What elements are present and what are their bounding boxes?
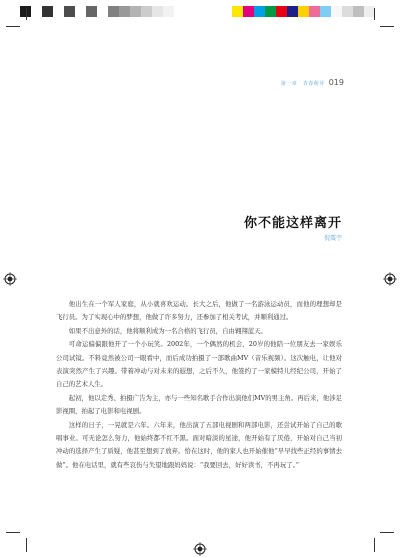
color-swatch <box>331 6 342 17</box>
color-swatch <box>152 6 163 17</box>
color-swatch <box>119 6 130 17</box>
color-swatch <box>64 6 75 17</box>
color-swatch <box>31 6 42 17</box>
crop-mark-top-left-v <box>26 8 27 20</box>
color-swatch <box>298 6 309 17</box>
color-swatch <box>276 6 287 17</box>
color-swatch <box>86 6 97 17</box>
paragraph: 这样的日子，一晃就是六年。六年来，他出演了五部电视剧和两部电影，还尝试开始了自己的歌唱事业。可无论怎么努力，他始终都不红不黑。面对暗淡的星途，他开始有了厌倦，开始对自己当初冲动的选择产生了质疑，他甚至想到了放弃。恰在这时，他的家人也开始催他“早早找些正经的事情去做”。他在电话里，就有些哀伤与失望地跟妈妈说：“我要回去，好好读书，不再玩了。” <box>56 420 342 469</box>
paragraph: 如果不出意外的话，他将顺利成为一名合格的飞行员，自由翱翔蓝天。 <box>68 326 267 335</box>
article-author: 倪震宇 <box>323 235 342 242</box>
page-number: 019 <box>328 78 344 87</box>
color-swatch <box>130 6 141 17</box>
crop-mark-bottom-right-h <box>380 532 394 533</box>
crop-mark-bottom-left-h <box>6 532 20 533</box>
running-head <box>281 78 344 87</box>
crop-mark-bottom-left-v <box>26 538 27 552</box>
color-swatch <box>353 6 364 17</box>
crop-mark-top-right-h <box>380 26 394 27</box>
color-swatch <box>320 6 331 17</box>
crop-mark-top-right-v <box>374 8 375 20</box>
registration-mark-bottom-icon <box>193 542 207 556</box>
color-swatch <box>287 6 298 17</box>
color-swatch <box>243 6 254 17</box>
crop-mark-top-left-h <box>6 26 20 27</box>
color-swatch <box>108 6 119 17</box>
color-swatch <box>254 6 265 17</box>
color-swatch <box>309 6 320 17</box>
chapter-title: 第一章 青春萌芽 <box>280 81 325 87</box>
paragraph: 他出生在一个军人家庭，从小就喜欢运动。长大之后，他做了一名游泳运动员，而他的理想却是飞行员。为了实现心中的梦想，他做了许多努力，还参加了相关考试，并顺利通过。 <box>56 300 342 322</box>
color-swatch <box>53 6 64 17</box>
crop-mark-bottom-right-v <box>374 538 375 552</box>
color-swatch <box>42 6 53 17</box>
color-swatch <box>75 6 86 17</box>
grayscale-color-bar <box>20 6 174 17</box>
color-swatch <box>97 6 108 17</box>
paragraph: 起初，他以走秀、拍摄广告为主，亦与一些知名歌手合作出演他们MV的男主角。再后来，他涉足影视圈，拍起了电影和电视剧。 <box>56 393 342 416</box>
color-swatch <box>232 6 243 17</box>
paragraph: 可命运偏偏跟他开了一个小玩笑。2002年，一个偶然的机会，20岁的他陪一位朋友去一家娱乐公司试镜。不料竟然被公司一眼看中，而后成功拍摄了一部歌曲MV（音乐视频）。这次触电，让他对表演突然产生了兴趣。带着冲动与对未来的遐想，之后不久，他签约了一家模特儿经纪公司，开始了自己的艺术人生。 <box>56 340 342 389</box>
article-body <box>56 298 342 472</box>
color-swatch <box>163 6 174 17</box>
registration-mark-right-icon <box>383 272 397 286</box>
color-swatch <box>265 6 276 17</box>
color-swatch <box>141 6 152 17</box>
cmyk-color-bar <box>232 6 375 17</box>
article-title: 你不能这样离开 <box>243 216 342 231</box>
color-swatch <box>342 6 353 17</box>
registration-mark-left-icon <box>3 272 17 286</box>
